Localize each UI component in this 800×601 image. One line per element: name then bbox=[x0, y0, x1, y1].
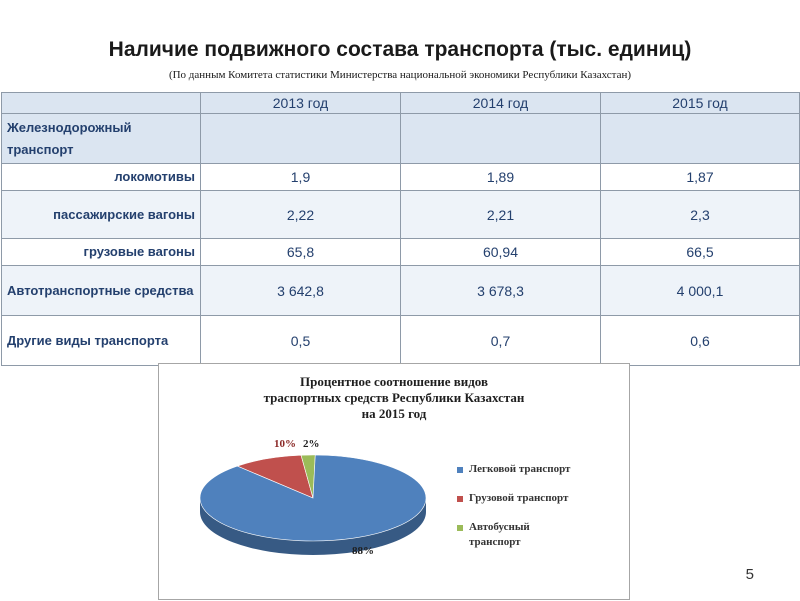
legend-swatch bbox=[457, 467, 463, 473]
chart-title-line: Процентное соотношение видов bbox=[300, 374, 488, 389]
legend-label: Автобусный транспорт bbox=[469, 521, 530, 548]
table-cell: 2,3 bbox=[601, 191, 800, 239]
table-cell: 0,6 bbox=[601, 316, 800, 366]
row-label: пассажирские вагоны bbox=[2, 191, 201, 239]
table-cell: 0,7 bbox=[401, 316, 601, 366]
table-cell: 66,5 bbox=[601, 239, 800, 266]
row-label: Автотранспортные средства bbox=[2, 266, 201, 316]
table-header-row bbox=[2, 93, 800, 114]
rolling-stock-table bbox=[1, 92, 800, 366]
row-label: грузовые вагоны bbox=[2, 239, 201, 266]
pie-data-label: 2% bbox=[303, 438, 320, 450]
legend-label: Легковой транспорт bbox=[469, 463, 571, 475]
table-cell: 2,22 bbox=[201, 191, 401, 239]
table-cell bbox=[401, 114, 601, 164]
table-cell: 3 678,3 bbox=[401, 266, 601, 316]
slide-title: Наличие подвижного состава транспорта (тыс. единиц) bbox=[108, 38, 692, 61]
chart-title-line: на 2015 год bbox=[361, 406, 427, 421]
row-label: Железнодорожный транспорт bbox=[2, 114, 201, 164]
table-cell: 4 000,1 bbox=[601, 266, 800, 316]
table-cell: 3 642,8 bbox=[201, 266, 401, 316]
table-cell bbox=[201, 114, 401, 164]
table-cell: 65,8 bbox=[201, 239, 401, 266]
row-label: Другие виды транспорта bbox=[2, 316, 201, 366]
pie-chart-panel bbox=[158, 363, 630, 600]
table-cell: 2,21 bbox=[401, 191, 601, 239]
legend-swatch bbox=[457, 525, 463, 531]
table-cell: 1,9 bbox=[201, 164, 401, 191]
pie-data-label: 10% bbox=[274, 438, 296, 450]
table-row bbox=[2, 266, 800, 316]
row-label: локомотивы bbox=[2, 164, 201, 191]
table-row bbox=[2, 114, 800, 164]
page-number: 5 bbox=[745, 566, 754, 583]
table-row bbox=[2, 164, 800, 191]
table-cell: 60,94 bbox=[401, 239, 601, 266]
table-cell: 1,87 bbox=[601, 164, 800, 191]
legend-item bbox=[457, 462, 627, 477]
legend-item bbox=[457, 491, 627, 506]
pie-data-label: 88% bbox=[352, 545, 374, 557]
legend-item bbox=[457, 520, 627, 550]
legend-swatch bbox=[457, 496, 463, 502]
header-cell-2015: 2015 год bbox=[601, 93, 800, 114]
pie-chart bbox=[159, 364, 459, 601]
table-cell: 1,89 bbox=[401, 164, 601, 191]
header-cell-2014: 2014 год bbox=[401, 93, 601, 114]
table-row bbox=[2, 191, 800, 239]
table-row bbox=[2, 239, 800, 266]
header-cell-2013: 2013 год bbox=[201, 93, 401, 114]
table-row bbox=[2, 316, 800, 366]
table-cell bbox=[601, 114, 800, 164]
chart-title-line: траспортных средств Республики Казахстан bbox=[263, 390, 525, 405]
header-cell-empty bbox=[2, 93, 201, 114]
table-cell: 0,5 bbox=[201, 316, 401, 366]
chart-legend bbox=[457, 462, 627, 564]
legend-label: Грузовой транспорт bbox=[469, 492, 569, 504]
slide-subtitle: (По данным Комитета статистики Министерства национальной экономики Республики Казахстан) bbox=[168, 69, 632, 81]
